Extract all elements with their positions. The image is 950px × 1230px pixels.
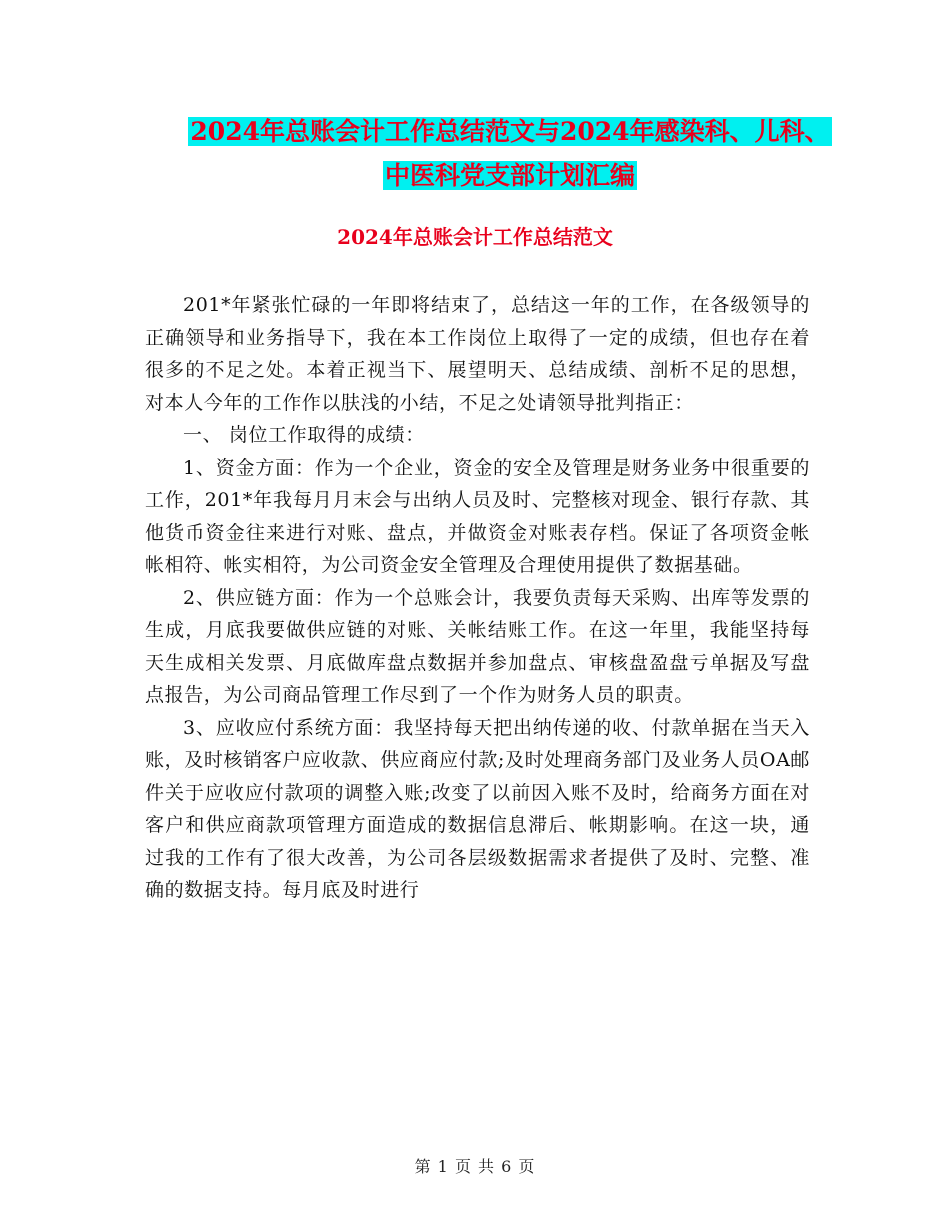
paragraph-funds: 1、资金方面：作为一个企业，资金的安全及管理是财务业务中很重要的工作，201*年我每月月末会与出纳人员及时、完整核对现金、银行存款、其他货币资金往来进行对账、盘点，并做资金对账表存档。保证了各项资金帐帐相符、帐实相符，为公司资金安全管理及合理使用提供了数据基础。 <box>145 456 810 576</box>
document-title-line-2: 中医科党支部计划汇编 <box>384 161 635 190</box>
paragraph-intro: 201*年紧张忙碌的一年即将结束了，总结这一年的工作，在各级领导的正确领导和业务指导下，我在本工作岗位上取得了一定的成绩，但也存在着很多的不足之处。本着正视当下、展望明天、总结成绩、剖析不足的思想，对本人今年的工作作以肤浅的小结，不足之处请领导批判指正： <box>145 294 810 414</box>
document-title-line-1: 2024年总账会计工作总结范文与2024年感染科、儿科、 <box>190 117 830 146</box>
paragraph-heading-achievements: 一、 岗位工作取得的成绩： <box>183 424 425 446</box>
document-title <box>120 110 900 198</box>
section-title: 2024年总账会计工作总结范文 <box>337 225 613 249</box>
paragraph-supply-chain: 2、供应链方面：作为一个总账会计，我要负责每天采购、出库等发票的生成，月底我要做供应链的对账、关帐结账工作。在这一年里，我能坚持每天生成相关发票、月底做库盘点数据并参加盘点、审核盘盈盘亏单据及写盘点报告，为公司商品管理工作尽到了一个作为财务人员的职责。 <box>145 586 810 706</box>
paragraph-receivables-payables: 3、应收应付系统方面：我坚持每天把出纳传递的收、付款单据在当天入账，及时核销客户应收款、供应商应付款;及时处理商务部门及业务人员OA邮件关于应收应付款项的调整入账;改变了以前因入账不及时，给商务方面在对客户和供应商款项管理方面造成的数据信息滞后、帐期影响。在这一块，通过我的工作有了很大改善，为公司各层级数据需求者提供了及时、完整、准确的数据支持。每月底及时进行 <box>145 716 810 901</box>
document-body <box>145 289 810 907</box>
page-footer: 第 1 页 共 6 页 <box>414 1157 536 1176</box>
